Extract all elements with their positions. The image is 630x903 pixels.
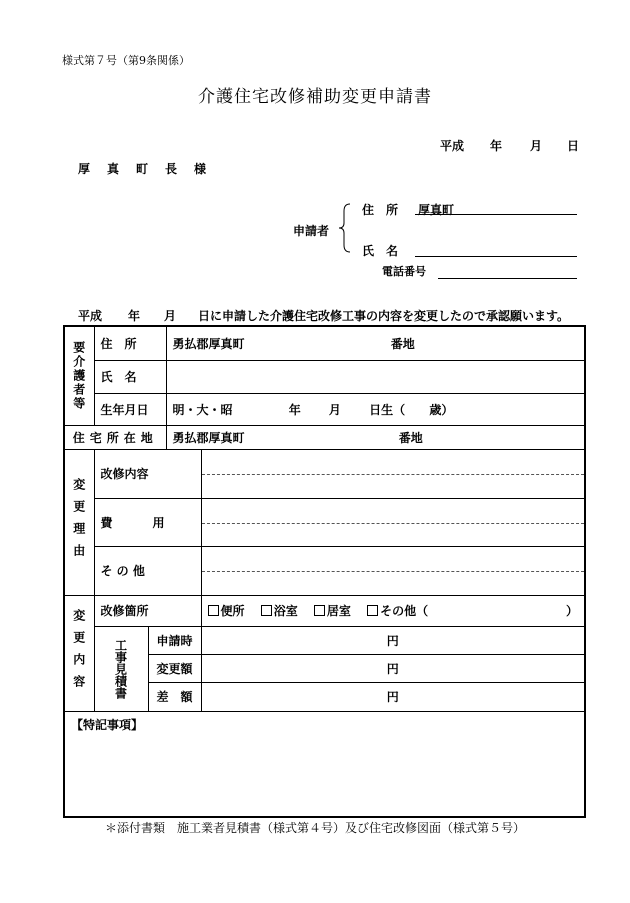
statement-year: 年 (128, 309, 141, 323)
address-underline (415, 214, 577, 215)
date-era: 平成 (440, 139, 465, 153)
phone-underline (438, 278, 577, 279)
birth-year: 年 (288, 402, 301, 417)
statement-month: 月 (164, 309, 177, 323)
estimate-label-applied: 申請時 (148, 626, 201, 654)
applicant-address-value: 厚真町 (418, 203, 455, 217)
applicant-address-label: 住 所 (362, 203, 399, 217)
estimate-label-changed: 変更額 (148, 654, 201, 682)
form-number: 様式第７号（第9条関係） (62, 54, 190, 67)
checkbox-icon (261, 605, 272, 616)
estimate-applied-field[interactable] (201, 626, 585, 654)
name-underline (415, 256, 577, 257)
location-label: 改修箇所 (94, 595, 201, 626)
estimate-changed-field[interactable] (201, 654, 585, 682)
birth-label: 生年月日 (94, 393, 166, 425)
care-name-field[interactable] (166, 360, 585, 393)
reason-other-field[interactable] (201, 546, 585, 595)
birth-age: 歳） (429, 402, 454, 417)
checkbox-icon (314, 605, 325, 616)
statement-era: 平成 (78, 309, 103, 323)
date-year: 年 (490, 139, 503, 153)
change-group-label: 変更内容 (64, 595, 94, 711)
option-toilet[interactable]: 便所 (202, 604, 245, 618)
reason-cost-label: 費 用 (94, 498, 201, 546)
reason-cost-field[interactable] (201, 498, 585, 546)
option-bathroom[interactable]: 浴室 (261, 604, 298, 618)
option-other-close: ） (566, 604, 579, 618)
attachments-footnote: ＊添付書類 施工業者見積書（様式第４号）及び住宅改修図面（様式第５号） (104, 821, 525, 835)
statement-text: 日に申請した介護住宅改修工事の内容を変更したので承認願います。 (198, 309, 570, 323)
date-month: 月 (530, 139, 543, 153)
notes-field[interactable] (64, 711, 585, 817)
estimate-diff-field[interactable] (201, 682, 585, 711)
reason-group-label: 変更理由 (64, 449, 94, 595)
care-address-banchi: 番地 (390, 336, 415, 351)
birth-month: 月 (328, 402, 341, 417)
application-table (63, 325, 586, 818)
location-options (201, 595, 585, 626)
care-address-field[interactable] (166, 326, 585, 360)
checkbox-icon (367, 605, 378, 616)
estimate-diff-unit: 円 (386, 690, 399, 704)
checkbox-icon (208, 605, 219, 616)
notes-label: 【特記事項】 (71, 717, 144, 732)
birth-day: 日生（ (369, 402, 406, 417)
house-value: 勇払郡厚真町 (172, 430, 245, 445)
care-group-label: 要介護者等 (64, 326, 94, 425)
addressee: 厚真町長様 (78, 162, 224, 176)
applicant-label: 申請者 (293, 224, 330, 238)
estimate-changed-unit: 円 (386, 661, 399, 676)
reason-other-label: そ の 他 (94, 546, 201, 595)
estimate-group-label: 工事見積書 (94, 626, 148, 711)
reason-content-field[interactable] (201, 449, 585, 498)
care-address-value: 勇払郡厚真町 (172, 336, 245, 351)
page-title: 介護住宅改修補助変更申請書 (198, 87, 432, 107)
option-other[interactable]: その他（ (367, 604, 428, 618)
house-field[interactable] (166, 425, 585, 449)
birth-era: 明・大・昭 (172, 402, 233, 417)
estimate-applied-unit: 円 (386, 633, 399, 648)
house-label: 住宅所在地 (64, 425, 166, 449)
option-living-room[interactable]: 居室 (314, 604, 351, 618)
applicant-name-label: 氏 名 (362, 244, 399, 258)
applicant-phone-label: 電話番号 (382, 265, 426, 278)
birth-field[interactable] (166, 393, 585, 425)
date-day: 日 (567, 139, 580, 153)
reason-content-label: 改修内容 (94, 449, 201, 498)
estimate-label-diff: 差 額 (148, 682, 201, 711)
care-address-label: 住 所 (94, 326, 166, 360)
care-name-label: 氏 名 (94, 360, 166, 393)
house-banchi: 番地 (398, 430, 423, 445)
applicant-brace-icon (338, 203, 352, 253)
